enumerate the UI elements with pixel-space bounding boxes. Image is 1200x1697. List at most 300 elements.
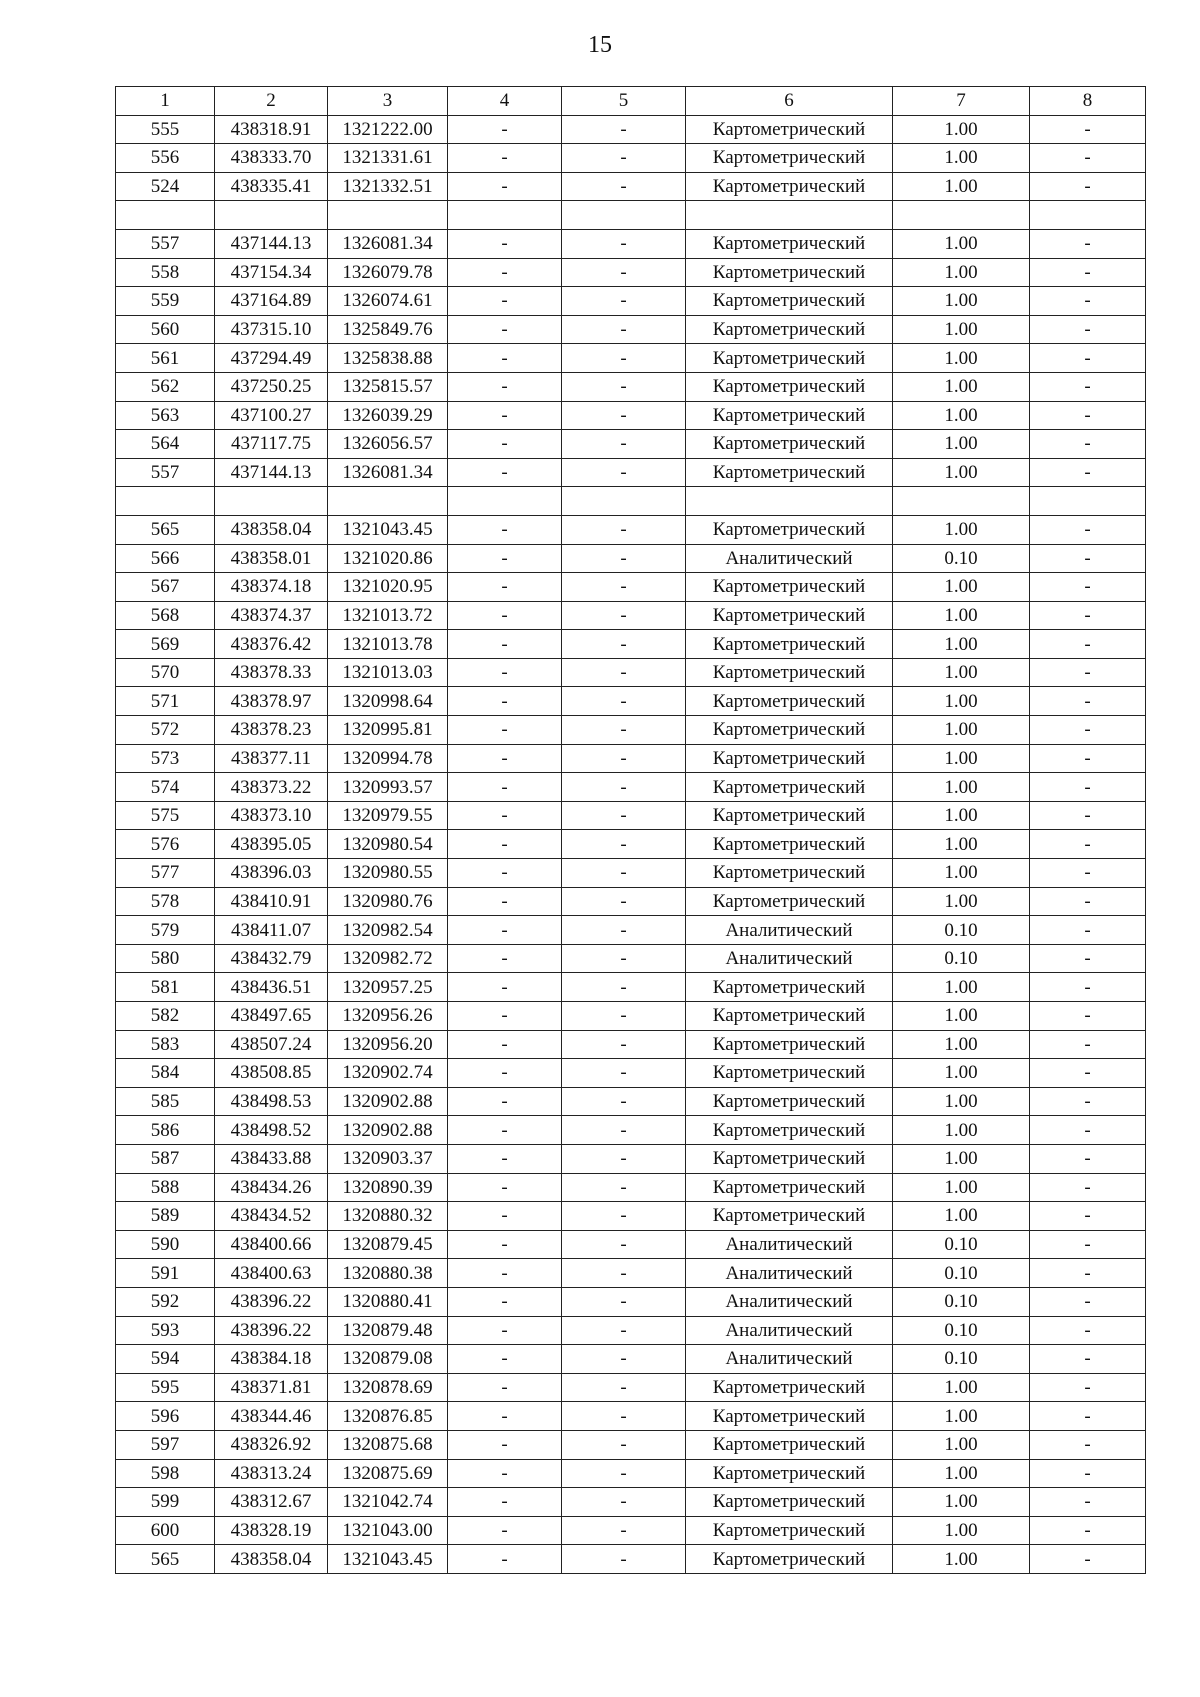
col-4-value-cell: - [448, 229, 562, 258]
table-row [116, 1516, 1146, 1545]
accuracy-cell: 1.00 [893, 258, 1030, 287]
x-coordinate-cell: 438400.63 [215, 1259, 328, 1288]
y-coordinate-cell: 1321043.00 [328, 1516, 448, 1545]
point-number-cell: 584 [116, 1059, 215, 1088]
accuracy-cell: 0.10 [893, 1230, 1030, 1259]
col-4-value-cell: - [448, 1430, 562, 1459]
col-8-value-cell: - [1030, 1402, 1146, 1431]
col-4-value-cell: - [448, 1287, 562, 1316]
col-4-value-cell: - [448, 1402, 562, 1431]
accuracy-cell: 1.00 [893, 744, 1030, 773]
method-cell: Картометрический [686, 1402, 893, 1431]
col-8-value-cell: - [1030, 515, 1146, 544]
col-5-value-cell: - [562, 1316, 686, 1345]
y-coordinate-cell: 1321042.74 [328, 1488, 448, 1517]
x-coordinate-cell [215, 487, 328, 516]
col-8-value-cell: - [1030, 1516, 1146, 1545]
point-number-cell: 576 [116, 830, 215, 859]
table-row [116, 687, 1146, 716]
table-row [116, 344, 1146, 373]
col-4-value-cell: - [448, 401, 562, 430]
table-row [116, 258, 1146, 287]
col-5-value-cell: - [562, 1230, 686, 1259]
accuracy-cell: 1.00 [893, 973, 1030, 1002]
col-5-value-cell: - [562, 630, 686, 659]
col-4-value-cell: - [448, 515, 562, 544]
method-cell: Аналитический [686, 544, 893, 573]
table-row [116, 744, 1146, 773]
col-4-value-cell: - [448, 830, 562, 859]
method-cell: Картометрический [686, 1030, 893, 1059]
table-row [116, 630, 1146, 659]
col-5-value-cell: - [562, 801, 686, 830]
col-8-value-cell: - [1030, 430, 1146, 459]
col-8-value-cell: - [1030, 1287, 1146, 1316]
col-4-value-cell [448, 201, 562, 230]
point-number-cell: 593 [116, 1316, 215, 1345]
table-row [116, 716, 1146, 745]
point-number-cell: 580 [116, 944, 215, 973]
accuracy-cell [893, 487, 1030, 516]
table-row [116, 916, 1146, 945]
table-row [116, 115, 1146, 144]
x-coordinate-cell: 438411.07 [215, 916, 328, 945]
col-8-value-cell: - [1030, 1316, 1146, 1345]
point-number-cell: 588 [116, 1173, 215, 1202]
point-number-cell: 555 [116, 115, 215, 144]
table-row [116, 1230, 1146, 1259]
x-coordinate-cell: 438396.22 [215, 1316, 328, 1345]
table-row [116, 1316, 1146, 1345]
x-coordinate-cell: 438396.22 [215, 1287, 328, 1316]
method-cell: Аналитический [686, 944, 893, 973]
method-cell: Картометрический [686, 1488, 893, 1517]
col-5-value-cell: - [562, 1545, 686, 1574]
accuracy-cell: 1.00 [893, 1516, 1030, 1545]
col-8-value-cell: - [1030, 1373, 1146, 1402]
point-number-cell: 560 [116, 315, 215, 344]
col-8-value-cell: - [1030, 1202, 1146, 1231]
col-5-value-cell: - [562, 1087, 686, 1116]
y-coordinate-cell: 1320902.88 [328, 1116, 448, 1145]
method-cell: Картометрический [686, 344, 893, 373]
point-number-cell: 562 [116, 372, 215, 401]
method-cell: Картометрический [686, 229, 893, 258]
y-coordinate-cell: 1320998.64 [328, 687, 448, 716]
method-cell: Картометрический [686, 801, 893, 830]
method-cell: Картометрический [686, 658, 893, 687]
table-row [116, 601, 1146, 630]
col-4-value-cell: - [448, 1259, 562, 1288]
point-number-cell: 581 [116, 973, 215, 1002]
y-coordinate-cell: 1325838.88 [328, 344, 448, 373]
col-5-value-cell: - [562, 544, 686, 573]
point-number-cell: 564 [116, 430, 215, 459]
col-5-value-cell [562, 487, 686, 516]
method-cell [686, 201, 893, 230]
col-5-value-cell: - [562, 859, 686, 888]
col-8-value-cell: - [1030, 229, 1146, 258]
table-row [116, 887, 1146, 916]
y-coordinate-cell: 1321020.95 [328, 573, 448, 602]
col-5-value-cell: - [562, 1259, 686, 1288]
method-cell: Картометрический [686, 630, 893, 659]
x-coordinate-cell: 438497.65 [215, 1002, 328, 1031]
accuracy-cell: 0.10 [893, 944, 1030, 973]
table-row [116, 973, 1146, 1002]
col-8-value-cell: - [1030, 1002, 1146, 1031]
y-coordinate-cell: 1320979.55 [328, 801, 448, 830]
col-5-value-cell: - [562, 1488, 686, 1517]
x-coordinate-cell: 438378.23 [215, 716, 328, 745]
x-coordinate-cell: 438335.41 [215, 172, 328, 201]
table-row [116, 773, 1146, 802]
col-8-value-cell: - [1030, 1345, 1146, 1374]
col-4-value-cell: - [448, 1002, 562, 1031]
y-coordinate-cell: 1320903.37 [328, 1144, 448, 1173]
y-coordinate-cell: 1320880.41 [328, 1287, 448, 1316]
y-coordinate-cell: 1321020.86 [328, 544, 448, 573]
table-row [116, 1202, 1146, 1231]
col-4-value-cell: - [448, 344, 562, 373]
col-5-value-cell: - [562, 1116, 686, 1145]
method-cell: Картометрический [686, 1516, 893, 1545]
x-coordinate-cell: 438373.10 [215, 801, 328, 830]
col-5-value-cell: - [562, 1059, 686, 1088]
y-coordinate-cell: 1320875.68 [328, 1430, 448, 1459]
column-header: 1 [116, 87, 215, 116]
col-5-value-cell: - [562, 1345, 686, 1374]
col-8-value-cell: - [1030, 1173, 1146, 1202]
y-coordinate-cell: 1320994.78 [328, 744, 448, 773]
point-number-cell: 586 [116, 1116, 215, 1145]
method-cell: Картометрический [686, 458, 893, 487]
x-coordinate-cell: 437144.13 [215, 458, 328, 487]
col-5-value-cell: - [562, 601, 686, 630]
y-coordinate-cell: 1321013.03 [328, 658, 448, 687]
table-row [116, 1059, 1146, 1088]
col-5-value-cell [562, 201, 686, 230]
point-number-cell: 556 [116, 144, 215, 173]
column-header: 6 [686, 87, 893, 116]
accuracy-cell: 1.00 [893, 1373, 1030, 1402]
col-5-value-cell: - [562, 1002, 686, 1031]
col-5-value-cell: - [562, 1287, 686, 1316]
col-8-value-cell [1030, 487, 1146, 516]
col-5-value-cell: - [562, 773, 686, 802]
y-coordinate-cell [328, 201, 448, 230]
table-row [116, 1287, 1146, 1316]
accuracy-cell: 1.00 [893, 859, 1030, 888]
point-number-cell: 573 [116, 744, 215, 773]
col-4-value-cell: - [448, 601, 562, 630]
col-8-value-cell: - [1030, 801, 1146, 830]
method-cell: Аналитический [686, 1259, 893, 1288]
col-4-value-cell: - [448, 144, 562, 173]
column-header: 8 [1030, 87, 1146, 116]
x-coordinate-cell: 437250.25 [215, 372, 328, 401]
col-4-value-cell: - [448, 573, 562, 602]
col-8-value-cell: - [1030, 944, 1146, 973]
accuracy-cell: 1.00 [893, 630, 1030, 659]
y-coordinate-cell: 1325849.76 [328, 315, 448, 344]
col-5-value-cell: - [562, 658, 686, 687]
x-coordinate-cell: 438312.67 [215, 1488, 328, 1517]
point-number-cell: 590 [116, 1230, 215, 1259]
accuracy-cell: 1.00 [893, 1459, 1030, 1488]
x-coordinate-cell: 438432.79 [215, 944, 328, 973]
y-coordinate-cell: 1320875.69 [328, 1459, 448, 1488]
col-5-value-cell: - [562, 401, 686, 430]
col-8-value-cell: - [1030, 830, 1146, 859]
table-body [116, 115, 1146, 1573]
x-coordinate-cell: 438498.52 [215, 1116, 328, 1145]
col-4-value-cell: - [448, 1230, 562, 1259]
x-coordinate-cell: 438313.24 [215, 1459, 328, 1488]
method-cell: Картометрический [686, 744, 893, 773]
point-number-cell: 559 [116, 287, 215, 316]
col-5-value-cell: - [562, 744, 686, 773]
accuracy-cell: 1.00 [893, 773, 1030, 802]
point-number-cell: 571 [116, 687, 215, 716]
x-coordinate-cell: 438358.01 [215, 544, 328, 573]
accuracy-cell: 1.00 [893, 430, 1030, 459]
table-row [116, 801, 1146, 830]
accuracy-cell: 1.00 [893, 601, 1030, 630]
col-4-value-cell: - [448, 458, 562, 487]
point-number-cell: 599 [116, 1488, 215, 1517]
point-number-cell: 563 [116, 401, 215, 430]
point-number-cell: 595 [116, 1373, 215, 1402]
table-row [116, 859, 1146, 888]
point-number-cell: 598 [116, 1459, 215, 1488]
col-5-value-cell: - [562, 944, 686, 973]
col-5-value-cell: - [562, 1516, 686, 1545]
table-row [116, 1459, 1146, 1488]
y-coordinate-cell: 1326079.78 [328, 258, 448, 287]
table-row [116, 573, 1146, 602]
y-coordinate-cell: 1326074.61 [328, 287, 448, 316]
col-8-value-cell: - [1030, 401, 1146, 430]
x-coordinate-cell: 438378.33 [215, 658, 328, 687]
col-5-value-cell: - [562, 573, 686, 602]
method-cell: Картометрический [686, 1545, 893, 1574]
point-number-cell: 568 [116, 601, 215, 630]
table-row [116, 372, 1146, 401]
accuracy-cell: 1.00 [893, 344, 1030, 373]
col-8-value-cell: - [1030, 859, 1146, 888]
accuracy-cell: 1.00 [893, 1173, 1030, 1202]
col-4-value-cell: - [448, 973, 562, 1002]
x-coordinate-cell: 438374.37 [215, 601, 328, 630]
col-4-value-cell: - [448, 1459, 562, 1488]
col-8-value-cell: - [1030, 573, 1146, 602]
method-cell: Картометрический [686, 372, 893, 401]
accuracy-cell: 1.00 [893, 687, 1030, 716]
coordinates-table [115, 86, 1146, 1574]
method-cell: Аналитический [686, 1287, 893, 1316]
col-5-value-cell: - [562, 1144, 686, 1173]
col-4-value-cell: - [448, 315, 562, 344]
point-number-cell: 565 [116, 515, 215, 544]
col-5-value-cell: - [562, 258, 686, 287]
accuracy-cell: 0.10 [893, 916, 1030, 945]
col-4-value-cell: - [448, 1345, 562, 1374]
point-number-cell: 583 [116, 1030, 215, 1059]
col-8-value-cell: - [1030, 744, 1146, 773]
method-cell: Картометрический [686, 1002, 893, 1031]
point-number-cell: 572 [116, 716, 215, 745]
y-coordinate-cell: 1320880.38 [328, 1259, 448, 1288]
x-coordinate-cell: 437294.49 [215, 344, 328, 373]
y-coordinate-cell: 1326039.29 [328, 401, 448, 430]
x-coordinate-cell: 438318.91 [215, 115, 328, 144]
point-number-cell: 561 [116, 344, 215, 373]
col-5-value-cell: - [562, 1173, 686, 1202]
x-coordinate-cell: 438410.91 [215, 887, 328, 916]
accuracy-cell: 1.00 [893, 1059, 1030, 1088]
point-number-cell [116, 487, 215, 516]
y-coordinate-cell: 1320902.88 [328, 1087, 448, 1116]
method-cell: Картометрический [686, 1202, 893, 1231]
point-number-cell: 566 [116, 544, 215, 573]
col-4-value-cell: - [448, 887, 562, 916]
y-coordinate-cell: 1320879.08 [328, 1345, 448, 1374]
col-8-value-cell: - [1030, 1545, 1146, 1574]
accuracy-cell: 0.10 [893, 1345, 1030, 1374]
table-row [116, 1430, 1146, 1459]
accuracy-cell: 1.00 [893, 1087, 1030, 1116]
accuracy-cell: 0.10 [893, 544, 1030, 573]
table-row [116, 544, 1146, 573]
column-header: 3 [328, 87, 448, 116]
point-number-cell: 585 [116, 1087, 215, 1116]
col-5-value-cell: - [562, 716, 686, 745]
y-coordinate-cell: 1320982.54 [328, 916, 448, 945]
table-row [116, 1144, 1146, 1173]
accuracy-cell: 1.00 [893, 573, 1030, 602]
x-coordinate-cell: 438377.11 [215, 744, 328, 773]
col-4-value-cell: - [448, 1316, 562, 1345]
col-4-value-cell: - [448, 1488, 562, 1517]
y-coordinate-cell: 1321013.78 [328, 630, 448, 659]
table-row [116, 1402, 1146, 1431]
accuracy-cell: 1.00 [893, 287, 1030, 316]
col-5-value-cell: - [562, 830, 686, 859]
col-5-value-cell: - [562, 515, 686, 544]
table-row [116, 1116, 1146, 1145]
table-row [116, 201, 1146, 230]
x-coordinate-cell: 438326.92 [215, 1430, 328, 1459]
accuracy-cell: 1.00 [893, 801, 1030, 830]
table-row [116, 1173, 1146, 1202]
column-header: 5 [562, 87, 686, 116]
x-coordinate-cell: 437315.10 [215, 315, 328, 344]
col-8-value-cell: - [1030, 1116, 1146, 1145]
accuracy-cell: 1.00 [893, 315, 1030, 344]
method-cell: Картометрический [686, 1144, 893, 1173]
y-coordinate-cell: 1320995.81 [328, 716, 448, 745]
table-row [116, 401, 1146, 430]
table-row [116, 515, 1146, 544]
method-cell: Картометрический [686, 1430, 893, 1459]
point-number-cell: 578 [116, 887, 215, 916]
method-cell: Картометрический [686, 601, 893, 630]
y-coordinate-cell: 1326056.57 [328, 430, 448, 459]
accuracy-cell: 0.10 [893, 1287, 1030, 1316]
col-8-value-cell: - [1030, 287, 1146, 316]
x-coordinate-cell: 438328.19 [215, 1516, 328, 1545]
x-coordinate-cell: 438376.42 [215, 630, 328, 659]
table-row [116, 287, 1146, 316]
col-5-value-cell: - [562, 115, 686, 144]
point-number-cell: 524 [116, 172, 215, 201]
x-coordinate-cell: 438434.52 [215, 1202, 328, 1231]
point-number-cell: 592 [116, 1287, 215, 1316]
col-4-value-cell: - [448, 544, 562, 573]
col-8-value-cell [1030, 201, 1146, 230]
col-4-value-cell: - [448, 716, 562, 745]
point-number-cell: 591 [116, 1259, 215, 1288]
col-4-value-cell: - [448, 1116, 562, 1145]
col-4-value-cell: - [448, 801, 562, 830]
y-coordinate-cell: 1320876.85 [328, 1402, 448, 1431]
accuracy-cell: 0.10 [893, 1316, 1030, 1345]
method-cell: Картометрический [686, 115, 893, 144]
table-row [116, 1373, 1146, 1402]
table-row [116, 1259, 1146, 1288]
col-8-value-cell: - [1030, 1259, 1146, 1288]
x-coordinate-cell: 437117.75 [215, 430, 328, 459]
col-4-value-cell: - [448, 1545, 562, 1574]
method-cell: Аналитический [686, 916, 893, 945]
y-coordinate-cell [328, 487, 448, 516]
col-8-value-cell: - [1030, 1230, 1146, 1259]
table-row [116, 229, 1146, 258]
y-coordinate-cell: 1320980.54 [328, 830, 448, 859]
y-coordinate-cell: 1320902.74 [328, 1059, 448, 1088]
col-8-value-cell: - [1030, 458, 1146, 487]
col-8-value-cell: - [1030, 372, 1146, 401]
col-4-value-cell: - [448, 1173, 562, 1202]
method-cell: Картометрический [686, 716, 893, 745]
point-number-cell: 557 [116, 229, 215, 258]
method-cell: Картометрический [686, 1087, 893, 1116]
table-row [116, 487, 1146, 516]
table-row [116, 172, 1146, 201]
method-cell: Картометрический [686, 401, 893, 430]
table-row [116, 1087, 1146, 1116]
method-cell: Картометрический [686, 172, 893, 201]
table-row [116, 1488, 1146, 1517]
x-coordinate-cell: 437164.89 [215, 287, 328, 316]
point-number-cell: 569 [116, 630, 215, 659]
accuracy-cell: 1.00 [893, 115, 1030, 144]
col-4-value-cell: - [448, 1030, 562, 1059]
method-cell: Картометрический [686, 887, 893, 916]
column-header: 7 [893, 87, 1030, 116]
x-coordinate-cell: 438373.22 [215, 773, 328, 802]
x-coordinate-cell: 438507.24 [215, 1030, 328, 1059]
method-cell: Картометрический [686, 258, 893, 287]
x-coordinate-cell: 438434.26 [215, 1173, 328, 1202]
col-8-value-cell: - [1030, 773, 1146, 802]
accuracy-cell: 1.00 [893, 716, 1030, 745]
col-5-value-cell: - [562, 1030, 686, 1059]
accuracy-cell: 1.00 [893, 1545, 1030, 1574]
accuracy-cell: 1.00 [893, 144, 1030, 173]
x-coordinate-cell: 438436.51 [215, 973, 328, 1002]
